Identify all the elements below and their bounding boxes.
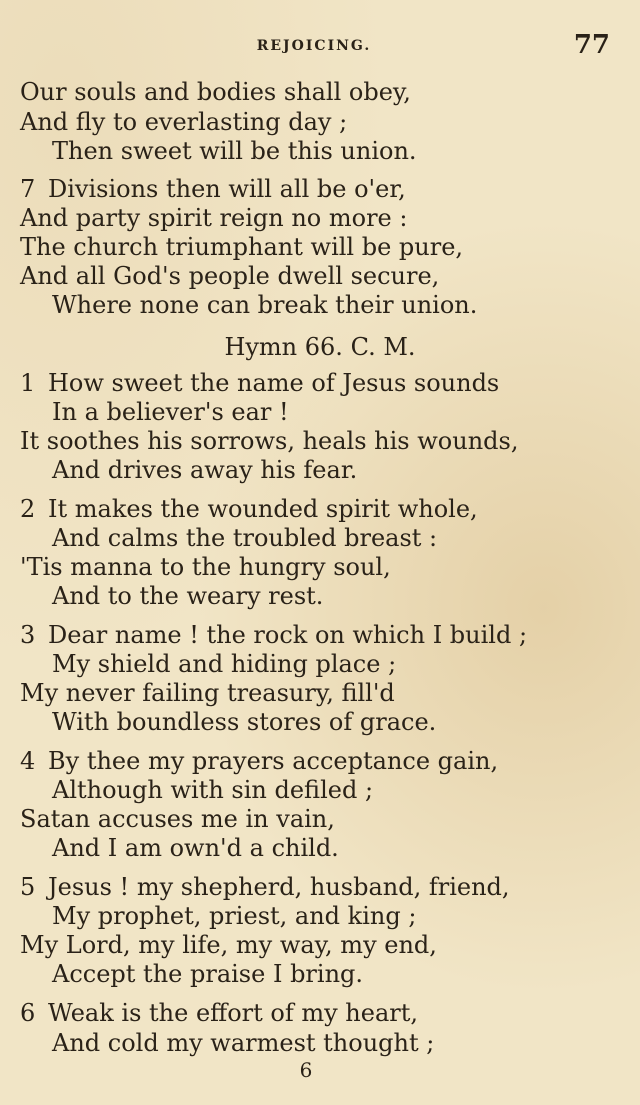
stanza-first-line (20, 747, 498, 775)
hymn-heading: Hymn 66. C. M. (224, 333, 416, 361)
verse-line: It makes the wounded spirit whole, (48, 495, 478, 523)
stanza-first-line (20, 495, 478, 523)
verse-line: And fly to everlasting day ; (20, 108, 348, 136)
stanza-first-line (20, 175, 406, 203)
verse-line: My never failing treasury, fill'd (20, 679, 395, 707)
stanza-number: 2 (20, 495, 36, 523)
stanza-number: 3 (20, 621, 36, 649)
verse-line: Jesus ! my shepherd, husband, friend, (48, 873, 510, 901)
verse-line: How sweet the name of Jesus sounds (48, 369, 500, 397)
verse-line: Divisions then will all be o'er, (48, 175, 406, 203)
stanza-first-line (20, 873, 510, 901)
stanza-first-line (20, 369, 499, 397)
verse-line: My Lord, my life, my way, my end, (20, 931, 437, 959)
verse-line: 'Tis manna to the hungry soul, (20, 553, 391, 581)
verse-line: And all God's people dwell secure, (20, 262, 440, 290)
verse-line: And I am own'd a child. (52, 834, 339, 862)
verse-line: Our souls and bodies shall obey, (20, 78, 411, 106)
verse-line: Then sweet will be this union. (52, 137, 417, 165)
verse-line: And cold my warmest thought ; (52, 1029, 435, 1057)
stanza-number: 6 (20, 999, 36, 1027)
verse-line: In a believer's ear ! (52, 398, 289, 426)
verse-line: Dear name ! the rock on which I build ; (48, 621, 528, 649)
verse-line: Weak is the effort of my heart, (48, 999, 419, 1027)
verse-line: The church triumphant will be pure, (20, 233, 464, 261)
signature-mark: 6 (299, 1058, 313, 1082)
stanza-number: 1 (20, 369, 36, 397)
verse-line: And to the weary rest. (52, 582, 324, 610)
running-title: REJOICING. (256, 38, 372, 54)
verse-line: My prophet, priest, and king ; (52, 902, 417, 930)
verse-line: And party spirit reign no more : (20, 204, 408, 232)
stanza-first-line (20, 621, 527, 649)
stanza-first-line (20, 999, 418, 1027)
verse-line: My shield and hiding place ; (52, 650, 397, 678)
verse-line: And drives away his fear. (52, 456, 358, 484)
verse-line: Although with sin defiled ; (52, 776, 374, 804)
verse-line: Accept the praise I bring. (52, 960, 364, 988)
verse-line: It soothes his sorrows, heals his wounds, (20, 427, 519, 455)
verse-line: Satan accuses me in vain, (20, 805, 335, 833)
verse-line: With boundless stores of grace. (52, 708, 437, 736)
page-number: 77 (573, 30, 610, 60)
stanza-number: 4 (20, 747, 36, 775)
verse-line: And calms the troubled breast : (52, 524, 438, 552)
verse-line: Where none can break their union. (52, 291, 478, 319)
verse-line: By thee my prayers acceptance gain, (48, 747, 499, 775)
stanza-number: 7 (20, 175, 36, 203)
stanza-number: 5 (20, 873, 36, 901)
